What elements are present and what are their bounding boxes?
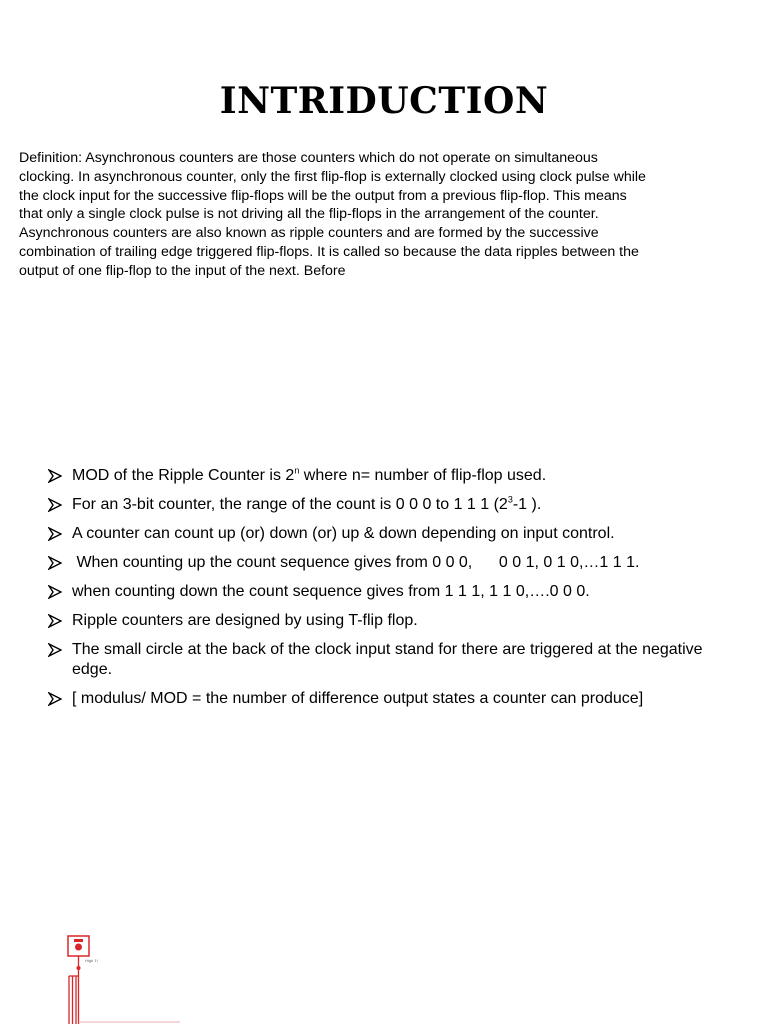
bullet-text: when counting down the count sequence gives from 1 1 1, 1 1 0,….0 0 0. xyxy=(72,583,590,600)
bullet-text: MOD of the Ripple Counter is 2 xyxy=(72,467,295,484)
list-item xyxy=(48,582,728,602)
bullet-text: When counting up the count sequence gives from 0 0 0, 0 0 1, 0 1 0,…1 1 1. xyxy=(72,554,640,571)
bullet-text: Ripple counters are designed by using T-flip flop. xyxy=(72,612,418,629)
arrow-bullet-icon xyxy=(48,614,62,628)
bullet-text: -1 ). xyxy=(512,496,542,513)
list-item xyxy=(48,553,728,573)
definition-paragraph: Definition: Asynchronous counters are those counters which do not operate on simultaneous clocking. In asynchronous counter, only the first flip-flop is externally clocked using clock pulse while the clock input for the successive flip-flops will be the output from a previous flip-flop. This means that only a single clock pulse is not driving all the flip-flops in the arrangement of the counter. Asynchronous counters are also known as ripple counters and are formed by the successive combination of trailing edge triggered flip-flops. It is called so because the data ripples between the output of one flip-flop to the input of the next. Before xyxy=(19,150,646,279)
arrow-bullet-icon xyxy=(48,643,62,657)
superscript: n xyxy=(294,465,300,476)
switch-box-bar xyxy=(74,939,83,942)
arrow-bullet-icon xyxy=(48,469,62,483)
list-item xyxy=(48,495,728,515)
bullet-text: For an 3-bit counter, the range of the count is 0 0 0 to 1 1 1 (2 xyxy=(72,496,508,513)
bullet-text: [ modulus/ MOD = the number of difference output states a counter can produce] xyxy=(72,690,644,707)
diagram-label: High 1! xyxy=(85,958,98,963)
bullet-text: where n= number of flip-flop used. xyxy=(299,467,547,484)
page-title: INTRIDUCTION xyxy=(219,80,549,122)
arrow-bullet-icon xyxy=(48,692,62,706)
superscript: 3 xyxy=(507,494,513,505)
list-item xyxy=(48,640,728,680)
arrow-bullet-icon xyxy=(48,498,62,512)
bullet-text: A counter can count up (or) down (or) up & down depending on input control. xyxy=(72,525,615,542)
bullet-list xyxy=(48,466,728,718)
list-item xyxy=(48,524,728,544)
switch-box-led xyxy=(75,944,82,951)
list-item xyxy=(48,466,728,486)
list-item xyxy=(48,689,728,709)
list-item xyxy=(48,611,728,631)
bullet-text: The small circle at the back of the clock input stand for there are triggered at the negative edge. xyxy=(72,641,703,678)
circuit-diagram-fragment xyxy=(60,930,180,1024)
arrow-bullet-icon xyxy=(48,556,62,570)
arrow-bullet-icon xyxy=(48,527,62,541)
arrow-bullet-icon xyxy=(48,585,62,599)
